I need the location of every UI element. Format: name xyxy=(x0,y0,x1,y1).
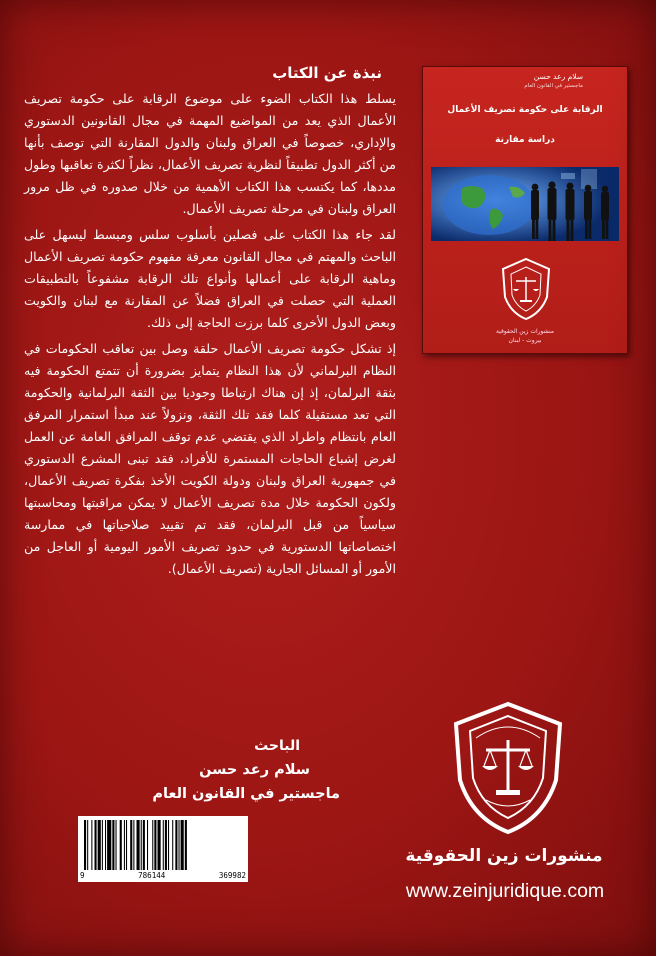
barcode-bar xyxy=(133,820,134,870)
thumbnail-author: سلام رعد حسن xyxy=(533,72,583,81)
barcode-bar xyxy=(95,820,97,870)
signature-degree: ماجستير في القانون العام xyxy=(152,786,340,802)
book-description xyxy=(24,88,396,584)
globe-businessmen-image xyxy=(431,167,619,241)
thumbnail-subtitle: دراسة مقارنة xyxy=(495,135,555,145)
description-paragraph-1: يسلط هذا الكتاب الضوء على موضوع الرقابة على حكومة تصريف الأعمال الذي يعد من المواضيع المهمة في مجال القانونين الدستوري والإداري، خصوصاً في العراق ولبنان والدول المقارنة التي توصف بأنها من أكثر الدول تطبيقاً لنظرية تصريف الأعمال، نظراً لكثرة تعاقبها وطول مددها، كما يكتسب هذا الكتاب الأهمية من خلال صدوره في ظل مرور العراق ولبنان في مرحلة تصريف الأعمال. xyxy=(24,91,396,216)
publisher-shield-logo xyxy=(446,700,570,836)
barcode-bar xyxy=(185,820,187,870)
barcode-digit-group-3: 369982 xyxy=(218,871,246,880)
thumbnail-author-degree: ماجستير في القانون العام xyxy=(524,83,583,89)
barcode-bar xyxy=(137,820,140,870)
barcode-bar xyxy=(179,820,180,870)
barcode-bar xyxy=(143,820,145,870)
barcode-bar xyxy=(147,820,148,870)
barcode-bar xyxy=(91,820,92,870)
publisher-website: www.zeinjuridique.com xyxy=(405,880,605,902)
barcode-bar xyxy=(130,820,132,870)
thumbnail-publisher-logo xyxy=(499,257,553,321)
front-cover-thumbnail xyxy=(422,66,628,354)
barcode-bar xyxy=(168,820,169,870)
barcode-bar xyxy=(163,820,164,870)
about-book-title: نبذة عن الكتاب xyxy=(272,64,382,82)
barcode-bar xyxy=(112,820,114,870)
barcode-bar xyxy=(158,820,161,870)
thumbnail-title: الرقابة على حكومة تصريف الأعمال xyxy=(447,105,603,115)
barcode-bar xyxy=(102,820,103,870)
barcode-bar xyxy=(152,820,153,870)
publisher-name: منشورات زين الحقوقية xyxy=(405,846,603,866)
barcode-bar xyxy=(105,820,106,870)
barcode-bar xyxy=(107,820,111,870)
barcode-bar xyxy=(175,820,177,870)
barcode-bar xyxy=(87,820,88,870)
barcode-bar xyxy=(120,820,122,870)
thumbnail-publisher-name: منشورات زين الحقوقية xyxy=(495,328,555,335)
description-paragraph-3: إذ تشكل حكومة تصريف الأعمال حلقة وصل بين تعاقب الحكومات في النظام البرلماني لأن هذا النظام يتمايز بضرورة أن تتمتع الحكومة فيه بثقة البرلمان، إذ إن هناك ارتباطا وجوديا بين الثقة البرلمانية والحكومة التي تعد مستقيلة كلما فقد تلك الثقة، ونزولاً عند مبدأ استمرار المرفق العام بانتظام واطراد الذي يقتضي عدم توقف المرافق العامة عن العمل لغرض إشباع الحاجات المستمرة للأفراد، فقد تبنى المشرع الدستوري في جمهورية العراق ولبنان ودولة الكويت الأخذ بفكرة تصريف الأعمال، ولكون الحكومة خلال مدة تصريف الأعمال لا يمكن مراقبتها ومحاسبتها سياسياً من قبل البرلمان، فقد تم تقييد صلاحياتها في ممارسة اختصاصاتها الدستورية في حدود تصريف الأمور اليومية أو العاجل من الأمور أو المسائل الجارية (تصريف الأعمال). xyxy=(24,341,396,576)
barcode-digits xyxy=(80,871,246,880)
barcode-bar xyxy=(116,820,117,870)
barcode-digit-group-1: 9 xyxy=(80,871,85,880)
barcode-bar xyxy=(172,820,173,870)
isbn-barcode xyxy=(78,816,248,882)
signature-name: سلام رعد حسن xyxy=(199,762,310,778)
barcode-bar xyxy=(154,820,156,870)
signature-role: الباحث xyxy=(254,738,300,754)
thumbnail-photo xyxy=(431,167,619,241)
barcode-bar xyxy=(181,820,184,870)
barcode-bar xyxy=(84,820,86,870)
author-signature xyxy=(60,734,400,806)
barcode-bar xyxy=(165,820,167,870)
barcode-digit-group-2: 786144 xyxy=(138,871,166,880)
thumbnail-publisher xyxy=(433,327,617,345)
barcode-bars xyxy=(84,820,242,870)
barcode-bar xyxy=(126,820,127,870)
barcode-bar xyxy=(124,820,125,870)
description-paragraph-2: لقد جاء هذا الكتاب على فصلين بأسلوب سلس ومبسط ليسهل على الباحث والمهتم في مجال القانون معرفة مفهوم حكومة تصريف الأعمال وماهية الرقابة على أعمالها وأنواع تلك الرقابة مشفوعاً بالتطبيقات العملية التي حصلت في العراق فضلاً عن المقارنة مع لبنان والكويت وبعض الدول الأخرى كلما برزت الحاجة إلى ذلك. xyxy=(24,227,396,330)
barcode-bar xyxy=(141,820,142,870)
thumbnail-publisher-city: بيروت - لبنان xyxy=(508,337,542,344)
barcode-bar xyxy=(98,820,101,870)
